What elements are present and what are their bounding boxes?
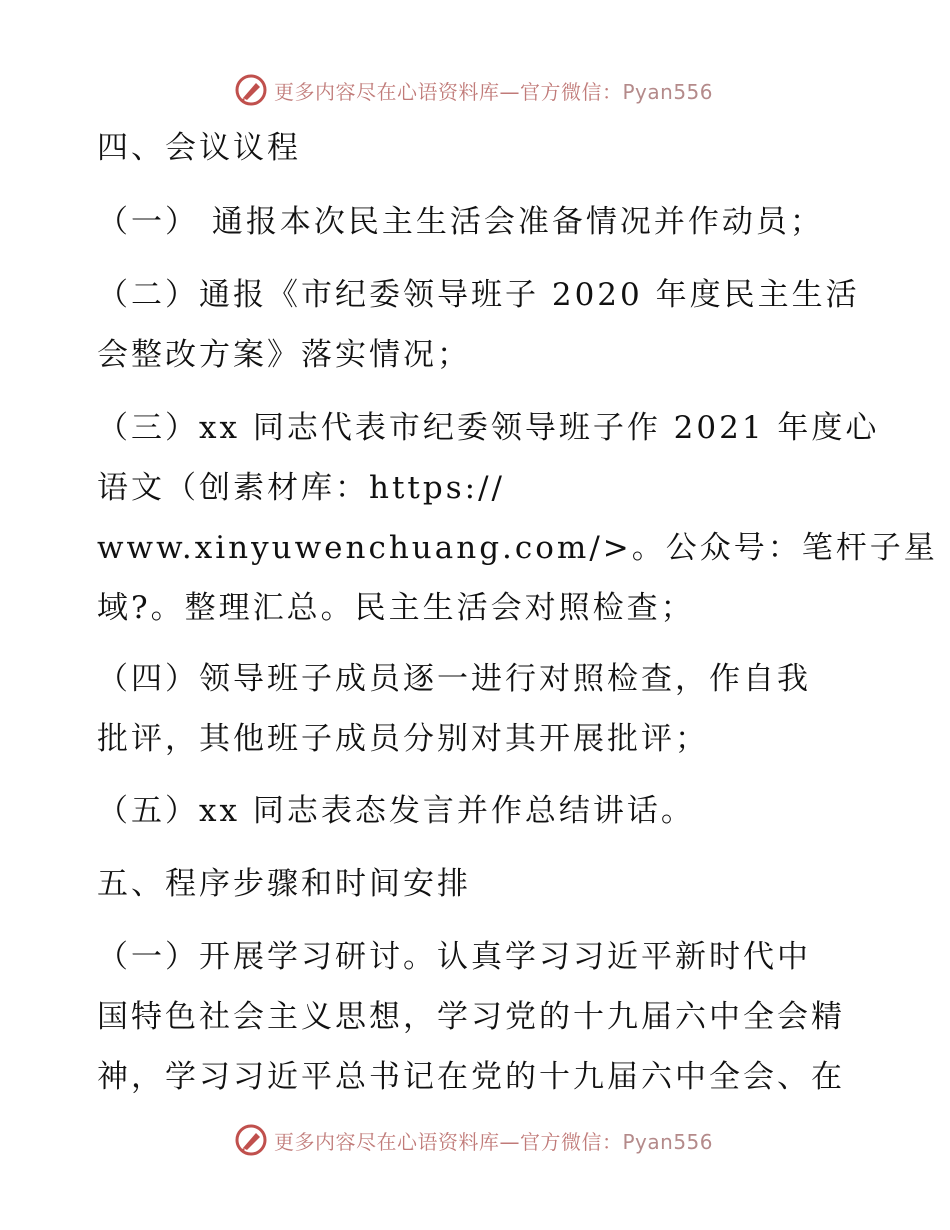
agenda-item-2-line-2: 会整改方案》落实情况； xyxy=(97,337,471,373)
agenda-item-4-line-2: 批评，其他班子成员分别对其开展批评； xyxy=(97,721,709,757)
section-heading-4: 四、会议议程 xyxy=(97,130,301,166)
watermark-text: 更多内容尽在心语资料库—官方微信：Pyan556 xyxy=(274,1129,714,1154)
agenda-item-3-line-2: 语文（创素材库：https:// xyxy=(97,470,505,506)
watermark-header xyxy=(234,70,713,110)
agenda-item-3-line-1: （三）xx 同志代表市纪委领导班子作 2021 年度心 xyxy=(97,410,880,446)
pen-nib-circle-icon xyxy=(234,73,268,107)
agenda-item-1: （一） 通报本次民主生活会准备情况并作动员； xyxy=(97,204,824,240)
section-heading-5: 五、程序步骤和时间安排 xyxy=(97,866,471,902)
agenda-item-3-line-3: www.xinyuwenchuang.com/>。公众号：笔杆子星 xyxy=(97,530,938,566)
agenda-item-3-line-4: 域?。整理汇总。民主生活会对照检查； xyxy=(97,590,695,626)
agenda-item-5: （五）xx 同志表态发言并作总结讲话。 xyxy=(97,793,695,829)
step-1-line-2: 国特色社会主义思想，学习党的十九届六中全会精 xyxy=(97,999,845,1035)
pen-nib-circle-icon xyxy=(234,1123,268,1157)
step-1-line-1: （一）开展学习研讨。认真学习习近平新时代中 xyxy=(97,939,811,975)
agenda-item-4-line-1: （四）领导班子成员逐一进行对照检查，作自我 xyxy=(97,661,811,697)
agenda-item-2-line-1: （二）通报《市纪委领导班子 2020 年度民主生活 xyxy=(97,277,860,313)
watermark-footer xyxy=(234,1120,713,1160)
step-1-line-3: 神，学习习近平总书记在党的十九届六中全会、在 xyxy=(97,1059,845,1095)
watermark-text: 更多内容尽在心语资料库—官方微信：Pyan556 xyxy=(274,79,714,104)
